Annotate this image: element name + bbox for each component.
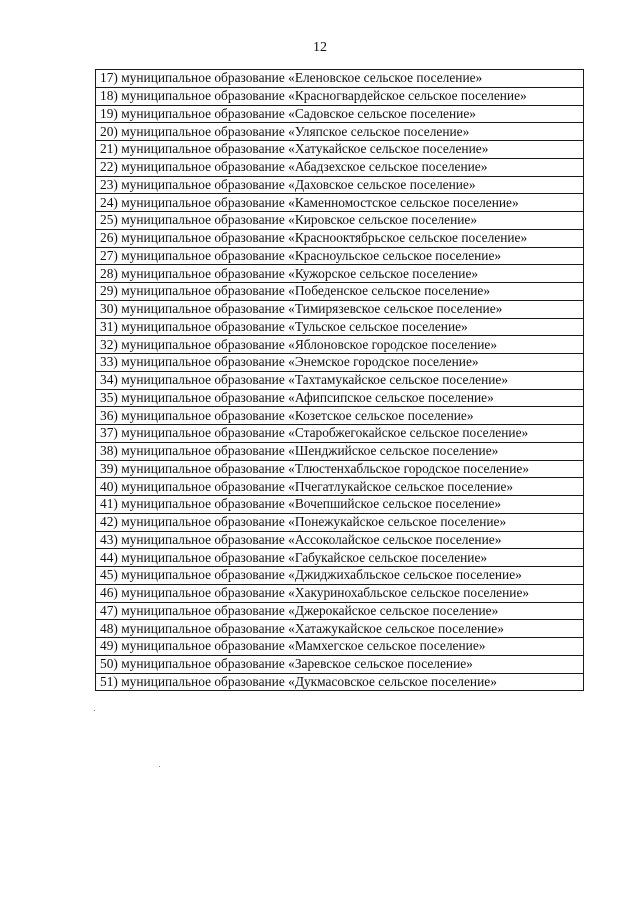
- table-row: [96, 638, 584, 656]
- municipality-entry: 44) муниципальное образование «Габукайское сельское поселение»: [96, 549, 584, 567]
- municipality-entry: 38) муниципальное образование «Шенджийское сельское поселение»: [96, 442, 584, 460]
- municipality-entry: 31) муниципальное образование «Тульское сельское поселение»: [96, 318, 584, 336]
- municipality-entry: 45) муниципальное образование «Джиджихабльское сельское поселение»: [96, 567, 584, 585]
- table-row: [96, 318, 584, 336]
- municipality-entry: 40) муниципальное образование «Пчегатлукайское сельское поселение»: [96, 478, 584, 496]
- municipality-entry: 18) муниципальное образование «Красногвардейское сельское поселение»: [96, 87, 584, 105]
- municipality-entry: 22) муниципальное образование «Абадзехское сельское поселение»: [96, 158, 584, 176]
- page-number: 12: [313, 40, 327, 55]
- scan-speck: [159, 766, 160, 767]
- municipality-entry: 20) муниципальное образование «Уляпское сельское поселение»: [96, 123, 584, 141]
- table-row: [96, 283, 584, 301]
- table-row: [96, 496, 584, 514]
- municipality-entry: 26) муниципальное образование «Краснооктябрьское сельское поселение»: [96, 229, 584, 247]
- table-row: [96, 336, 584, 354]
- table-row: [96, 176, 584, 194]
- table-row: [96, 460, 584, 478]
- municipality-entry: 24) муниципальное образование «Каменномостское сельское поселение»: [96, 194, 584, 212]
- municipality-entry: 47) муниципальное образование «Джерокайское сельское поселение»: [96, 602, 584, 620]
- table-row: [96, 158, 584, 176]
- municipality-entry: 29) муниципальное образование «Победенское сельское поселение»: [96, 283, 584, 301]
- municipality-entry: 37) муниципальное образование «Старобжегокайское сельское поселение»: [96, 425, 584, 443]
- table-row: [96, 141, 584, 159]
- municipality-entry: 21) муниципальное образование «Хатукайское сельское поселение»: [96, 141, 584, 159]
- municipality-entry: 43) муниципальное образование «Ассоколайское сельское поселение»: [96, 531, 584, 549]
- table-row: [96, 513, 584, 531]
- table-row: [96, 212, 584, 230]
- table-row: [96, 354, 584, 372]
- table-row: [96, 655, 584, 673]
- table-row: [96, 105, 584, 123]
- table-row: [96, 620, 584, 638]
- table-row: [96, 265, 584, 283]
- table-row: [96, 602, 584, 620]
- municipality-entry: 41) муниципальное образование «Вочепшийское сельское поселение»: [96, 496, 584, 514]
- municipality-list-table: [95, 69, 584, 691]
- municipality-entry: 17) муниципальное образование «Еленовское сельское поселение»: [96, 70, 584, 88]
- municipality-entry: 42) муниципальное образование «Понежукайское сельское поселение»: [96, 513, 584, 531]
- table-row: [96, 442, 584, 460]
- municipality-entry: 50) муниципальное образование «Заревское сельское поселение»: [96, 655, 584, 673]
- municipality-entry: 23) муниципальное образование «Даховское сельское поселение»: [96, 176, 584, 194]
- municipality-entry: 46) муниципальное образование «Хакуринохабльское сельское поселение»: [96, 584, 584, 602]
- scan-speck: [94, 710, 95, 711]
- municipality-entry: 39) муниципальное образование «Тлюстенхабльское городское поселение»: [96, 460, 584, 478]
- table-row: [96, 407, 584, 425]
- municipality-entry: 27) муниципальное образование «Красноульское сельское поселение»: [96, 247, 584, 265]
- municipality-list-body: [96, 70, 584, 691]
- table-row: [96, 229, 584, 247]
- municipality-entry: 34) муниципальное образование «Тахтамукайское сельское поселение»: [96, 371, 584, 389]
- table-row: [96, 123, 584, 141]
- municipality-entry: 36) муниципальное образование «Козетское сельское поселение»: [96, 407, 584, 425]
- table-row: [96, 371, 584, 389]
- table-row: [96, 425, 584, 443]
- municipality-entry: 30) муниципальное образование «Тимирязевское сельское поселение»: [96, 300, 584, 318]
- table-row: [96, 389, 584, 407]
- table-row: [96, 70, 584, 88]
- table-row: [96, 478, 584, 496]
- table-row: [96, 531, 584, 549]
- table-row: [96, 194, 584, 212]
- municipality-entry: 49) муниципальное образование «Мамхегское сельское поселение»: [96, 638, 584, 656]
- municipality-entry: 51) муниципальное образование «Дукмасовское сельское поселение»: [96, 673, 584, 691]
- municipality-entry: 19) муниципальное образование «Садовское сельское поселение»: [96, 105, 584, 123]
- municipality-entry: 33) муниципальное образование «Энемское городское поселение»: [96, 354, 584, 372]
- table-row: [96, 300, 584, 318]
- table-row: [96, 567, 584, 585]
- municipality-entry: 35) муниципальное образование «Афипсипское сельское поселение»: [96, 389, 584, 407]
- municipality-entry: 25) муниципальное образование «Кировское сельское поселение»: [96, 212, 584, 230]
- municipality-entry: 32) муниципальное образование «Яблоновское городское поселение»: [96, 336, 584, 354]
- municipality-entry: 48) муниципальное образование «Хатажукайское сельское поселение»: [96, 620, 584, 638]
- table-row: [96, 247, 584, 265]
- table-row: [96, 673, 584, 691]
- municipality-entry: 28) муниципальное образование «Кужорское сельское поселение»: [96, 265, 584, 283]
- table-row: [96, 549, 584, 567]
- table-row: [96, 584, 584, 602]
- table-row: [96, 87, 584, 105]
